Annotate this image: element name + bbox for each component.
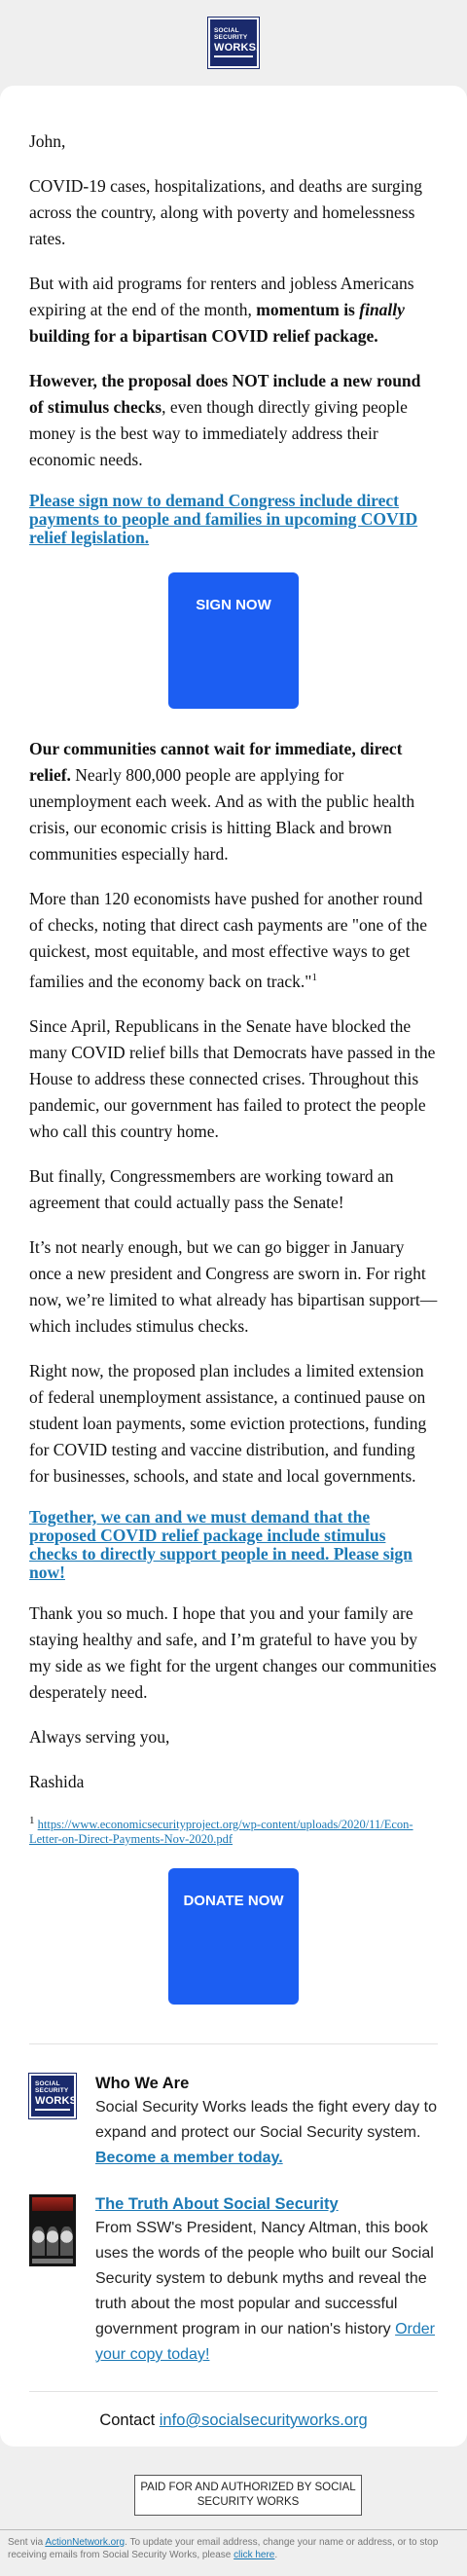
footnote-number: 1 [29,1814,35,1826]
header [0,0,467,86]
book-author-band [32,2259,73,2263]
paragraph-7: But finally, Congressmembers are working toward an agreement that could actually pass the Senate! [29,1165,394,1212]
footnote-link[interactable]: https://www.economicsecurityproject.org/wp-content/uploads/2020/11/Econ-Letter-on-Direct-Payments-Nov-2020.pdf [29,1817,413,1846]
sign-link-paragraph [29,492,438,547]
paragraph-2-bold-end: building for a bipartisan COVID relief package. [29,326,378,346]
paragraph-4-text: Nearly 800,000 people are applying for unemployment each week. And as with the public health crisis, our economic crisis is hitting Black and brown communities especially hard. [29,765,415,864]
closing: Always serving you, [29,1726,170,1747]
social-security-works-logo[interactable] [208,18,259,68]
paragraph-10: Thank you so much. I hope that you and your family are staying healthy and safe, and I’m grateful to have you by my side as we fight for the urgent changes our communities desperately need. [29,1602,437,1702]
paragraph-4-bold: Our communities cannot wait for immediate, direct relief. [29,739,403,785]
footnote-marker: 1 [311,972,317,983]
action-network-link[interactable]: ActionNetwork.org [45,2537,126,2548]
demand-link-paragraph [29,1508,438,1582]
small-logo-line-2: SECURITY [35,2086,69,2094]
who-we-are-block [29,2074,438,2171]
donate-button-wrap [29,1868,438,2005]
book-body: From SSW's President, Nancy Altman, this book uses the words of the people who built our Social Security system to debunk myths and reveal the truth about the most popular and successful government program in our nation's history [95,2219,434,2337]
logo-line-2: SECURITY [214,33,248,41]
paragraph-6: Since April, Republicans in the Senate have blocked the many COVID relief bills that Democrats have passed in the House to address these connected crises. Throughout this pandemic, our government has failed to protect the people who call this country home. [29,1015,436,1141]
book-description [95,2216,438,2368]
small-logo-underline [35,2109,70,2111]
greeting: John, [29,131,66,151]
paid-for-disclaimer: PAID FOR AND AUTHORIZED BY SOCIAL SECURITY WORKS [134,2475,362,2516]
book-title [95,2194,438,2214]
paragraph-2-italic: finally [359,300,405,319]
paragraph-3-bold: However, the proposal does NOT include a new round of stimulus checks [29,371,421,417]
logo-line-1: SOCIAL [214,26,239,34]
book-title-link[interactable]: The Truth About Social Security [95,2194,339,2213]
sent-via-footer [0,2529,467,2576]
contact-divider [29,2391,438,2392]
contact-label: Contact [99,2410,160,2429]
paragraph-5 [29,886,438,995]
social-security-works-logo-small[interactable] [29,2074,81,2118]
who-we-are-body: Social Security Works leads the fight every day to expand and protect our Social Security system. [95,2098,437,2141]
small-logo-line-3: WORKS. [35,2094,81,2107]
small-logo-line-1: SOCIAL [35,2079,60,2087]
donate-now-button[interactable]: DONATE NOW [168,1868,299,2005]
email-body [29,86,438,2005]
who-we-are-description [95,2095,438,2171]
footnote [29,1814,438,1847]
paragraph-2 [29,271,438,350]
paragraph-3 [29,368,438,473]
paragraph-1: COVID-19 cases, hospitalizations, and deaths are surging across the country, along with poverty and homelessness rates. [29,176,423,248]
book-portraits [32,2214,73,2256]
demand-petition-link[interactable]: Together, we can and we must demand that the proposed COVID relief package include stimulus checks to directly support people in need. Please sign now! [29,1506,413,1582]
unsubscribe-link[interactable]: click here [234,2550,275,2560]
book-title-band [32,2197,73,2211]
book-cover-image[interactable] [29,2194,76,2266]
paragraph-9: Right now, the proposed plan includes a limited extension of federal unemployment assistance, a continued pause on student loan payments, some eviction protections, funding for COVID testing and vaccine distribution, and funding for businesses, schools, and state and local governments. [29,1360,427,1486]
sign-button-wrap [29,572,438,709]
logo-underline [214,55,253,57]
logo-line-3: WORKS. [214,41,260,54]
sign-petition-link[interactable]: Please sign now to demand Congress include direct payments to people and families in upcoming COVID relief legislation. [29,491,418,547]
paragraph-2-bold: momentum is [256,300,360,319]
sent-middle: . To update your email address, change your name or address, or to stop receiving emails from Social Security Works, please [8,2537,439,2560]
book-text [95,2194,438,2368]
who-we-are-text [95,2074,438,2171]
paragraph-4 [29,736,438,867]
sent-prefix: Sent via [8,2537,46,2548]
paragraph-2-text: But with aid programs for renters and jobless Americans expiring at the end of the month, [29,274,414,319]
book-block [29,2194,438,2368]
paragraph-5-text: More than 120 economists have pushed for another round of checks, noting that direct cash payments are "one of the quickest, most equitable, and most effective ways to get families and the economy back on track." [29,889,428,991]
email-card [0,86,467,2447]
paragraph-8: It’s not nearly enough, but we can go bigger in January once a new president and Congress are sworn in. For right now, we’re limited to what already has bipartisan support—which includes stimulus checks. [29,1236,438,1336]
signature: Rashida [29,1771,85,1791]
contact-email-link[interactable]: info@socialsecurityworks.org [159,2410,368,2429]
who-we-are-title: Who We Are [95,2074,190,2092]
become-member-link[interactable]: Become a member today. [95,2149,283,2166]
paragraph-3-text: , even though directly giving people money is the best way to immediately address their economic needs. [29,397,408,469]
order-copy-link[interactable]: Order your copy today! [95,2320,435,2363]
sent-suffix: . [274,2550,278,2560]
contact-line [29,2411,438,2430]
sign-now-button[interactable]: SIGN NOW [168,572,299,709]
footer-divider [29,2043,438,2044]
